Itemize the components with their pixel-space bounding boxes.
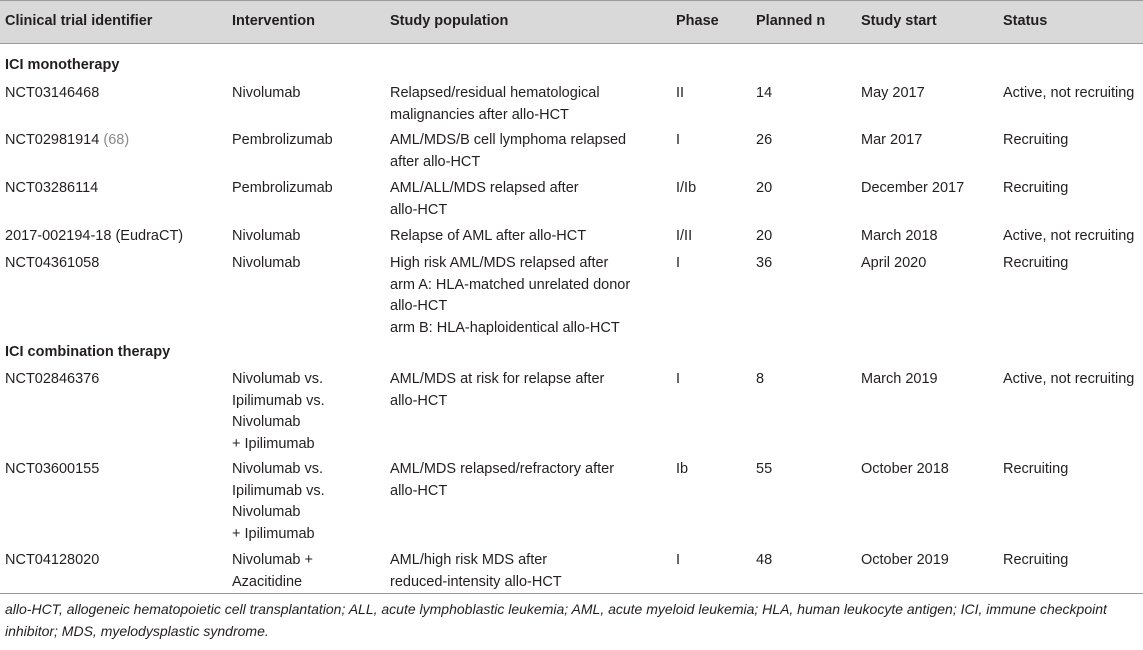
trial-identifier	[5, 369, 99, 391]
study-population-cell-line: AML/ALL/MDS relapsed after	[390, 180, 579, 196]
reference-link[interactable]: (68)	[103, 132, 130, 148]
study-population-cell	[390, 226, 586, 248]
study-population-cell	[390, 83, 600, 126]
planned-n-cell: 20	[756, 180, 773, 196]
intervention-cell-line: + Ipilimumab	[232, 435, 315, 452]
status-cell: Recruiting	[1003, 552, 1069, 568]
trial-identifier	[5, 83, 99, 105]
intervention-cell	[232, 550, 313, 593]
phase-cell: I/II	[676, 228, 693, 244]
phase-cell: I	[676, 132, 681, 148]
header-status: Status	[1003, 13, 1048, 29]
intervention-cell-line: Pembrolizumab	[232, 132, 333, 148]
intervention-cell-line: Nivolumab vs.	[232, 461, 324, 477]
trial-identifier	[5, 130, 129, 152]
intervention-cell-line: Azacitidine	[232, 573, 303, 590]
study-population-cell-line: arm B: HLA-haploidentical allo-HCT	[390, 319, 620, 336]
intervention-cell-line: Ipilimumab vs.	[232, 392, 325, 409]
study-population-cell	[390, 550, 562, 593]
table-bottom-rule	[0, 593, 1143, 594]
trial-id-text: NCT03286114	[5, 180, 99, 196]
trial-identifier	[5, 459, 99, 481]
intervention-cell-line: Nivolumab vs.	[232, 371, 324, 387]
trial-identifier	[5, 226, 183, 248]
phase-cell: I/Ib	[676, 180, 697, 196]
intervention-cell-line: + Ipilimumab	[232, 525, 315, 542]
header-phase: Phase	[676, 13, 719, 29]
study-population-cell-line: after allo-HCT	[390, 153, 481, 170]
study-population-cell	[390, 178, 579, 221]
intervention-cell-line: Nivolumab	[232, 504, 301, 520]
study-population-cell	[390, 130, 626, 173]
intervention-cell	[232, 459, 325, 545]
study-population-cell-line: allo-HCT	[390, 201, 448, 218]
trial-id-text: NCT03600155	[5, 461, 100, 477]
study-population-cell-line: allo-HCT	[390, 298, 448, 314]
planned-n-cell: 20	[756, 228, 773, 244]
study-population-cell-line: Relapsed/residual hematological	[390, 85, 600, 101]
study-population-cell-line: reduced-intensity allo-HCT	[390, 573, 562, 590]
study-start-cell: April 2020	[861, 255, 927, 271]
trial-id-text: NCT04128020	[5, 552, 100, 568]
status-cell: Active, not recruiting	[1003, 85, 1135, 101]
status-cell: Recruiting	[1003, 180, 1069, 196]
study-population-cell-line: AML/high risk MDS after	[390, 552, 548, 568]
study-population-cell-line: AML/MDS/B cell lymphoma relapsed	[390, 132, 627, 148]
study-population-cell-line: arm A: HLA-matched unrelated donor	[390, 276, 631, 293]
header-population: Study population	[390, 13, 509, 29]
header-study-start: Study start	[861, 13, 937, 29]
intervention-cell-line: Nivolumab	[232, 228, 301, 244]
trial-id-text: NCT04361058	[5, 255, 100, 271]
intervention-cell-line: Ipilimumab vs.	[232, 482, 325, 499]
study-population-cell-line: High risk AML/MDS relapsed after	[390, 255, 609, 271]
planned-n-cell: 14	[756, 85, 773, 101]
intervention-cell	[232, 253, 301, 275]
table-header	[0, 0, 1143, 44]
phase-cell: I	[676, 255, 681, 271]
study-population-cell-line: AML/MDS at risk for relapse after	[390, 371, 605, 387]
study-population-cell-line: allo-HCT	[390, 392, 448, 409]
planned-n-cell: 36	[756, 255, 773, 271]
study-start-cell: May 2017	[861, 85, 925, 101]
trial-id-text: 2017-002194-18 (EudraCT)	[5, 228, 184, 244]
trial-id-text: NCT02981914	[5, 132, 100, 148]
intervention-cell-line: Nivolumab	[232, 255, 301, 271]
planned-n-cell: 8	[756, 371, 765, 387]
intervention-cell-line: Nivolumab +	[232, 552, 313, 568]
study-population-cell	[390, 369, 604, 412]
trial-identifier	[5, 550, 99, 572]
phase-cell: I	[676, 371, 681, 387]
section-title: ICI monotherapy	[5, 57, 120, 73]
table-footnote: allo-HCT, allogeneic hematopoietic cell transplantation; ALL, acute lymphoblastic leukemia; AML, acute myeloid leukemia; HLA, human leukocyte antigen; ICI, immune checkpoint inhibitor; MDS, myelodysplastic syndrome.	[5, 601, 1107, 639]
intervention-cell	[232, 226, 301, 248]
intervention-cell	[232, 130, 333, 152]
study-start-cell: March 2018	[861, 228, 938, 244]
study-start-cell: October 2019	[861, 552, 949, 568]
study-population-cell	[390, 253, 630, 339]
intervention-cell-line: Pembrolizumab	[232, 180, 333, 196]
study-start-cell: December 2017	[861, 180, 965, 196]
trial-identifier	[5, 253, 99, 275]
intervention-cell	[232, 178, 333, 200]
header-planned-n: Planned n	[756, 13, 826, 29]
study-population-cell-line: allo-HCT	[390, 482, 448, 499]
phase-cell: Ib	[676, 461, 689, 477]
study-population-cell	[390, 459, 614, 502]
study-start-cell: March 2019	[861, 371, 938, 387]
status-cell: Active, not recruiting	[1003, 371, 1135, 387]
header-intervention: Intervention	[232, 13, 315, 29]
trial-id-text: NCT02846376	[5, 371, 100, 387]
study-start-cell: October 2018	[861, 461, 949, 477]
status-cell: Recruiting	[1003, 132, 1069, 148]
status-cell: Active, not recruiting	[1003, 228, 1135, 244]
planned-n-cell: 26	[756, 132, 773, 148]
planned-n-cell: 55	[756, 461, 773, 477]
trial-id-text: NCT03146468	[5, 85, 100, 101]
intervention-cell-line: Nivolumab	[232, 85, 301, 101]
phase-cell: I	[676, 552, 681, 568]
header-trial-id: Clinical trial identifier	[5, 13, 153, 29]
study-start-cell: Mar 2017	[861, 132, 923, 148]
planned-n-cell: 48	[756, 552, 773, 568]
intervention-cell-line: Nivolumab	[232, 414, 301, 430]
trial-identifier	[5, 178, 98, 200]
status-cell: Recruiting	[1003, 255, 1069, 271]
section-title: ICI combination therapy	[5, 344, 171, 360]
study-population-cell-line: Relapse of AML after allo-HCT	[390, 228, 587, 244]
study-population-cell-line: AML/MDS relapsed/refractory after	[390, 461, 615, 477]
phase-cell: II	[676, 85, 685, 101]
status-cell: Recruiting	[1003, 461, 1069, 477]
intervention-cell	[232, 369, 325, 455]
intervention-cell	[232, 83, 301, 105]
study-population-cell-line: malignancies after allo-HCT	[390, 106, 569, 123]
